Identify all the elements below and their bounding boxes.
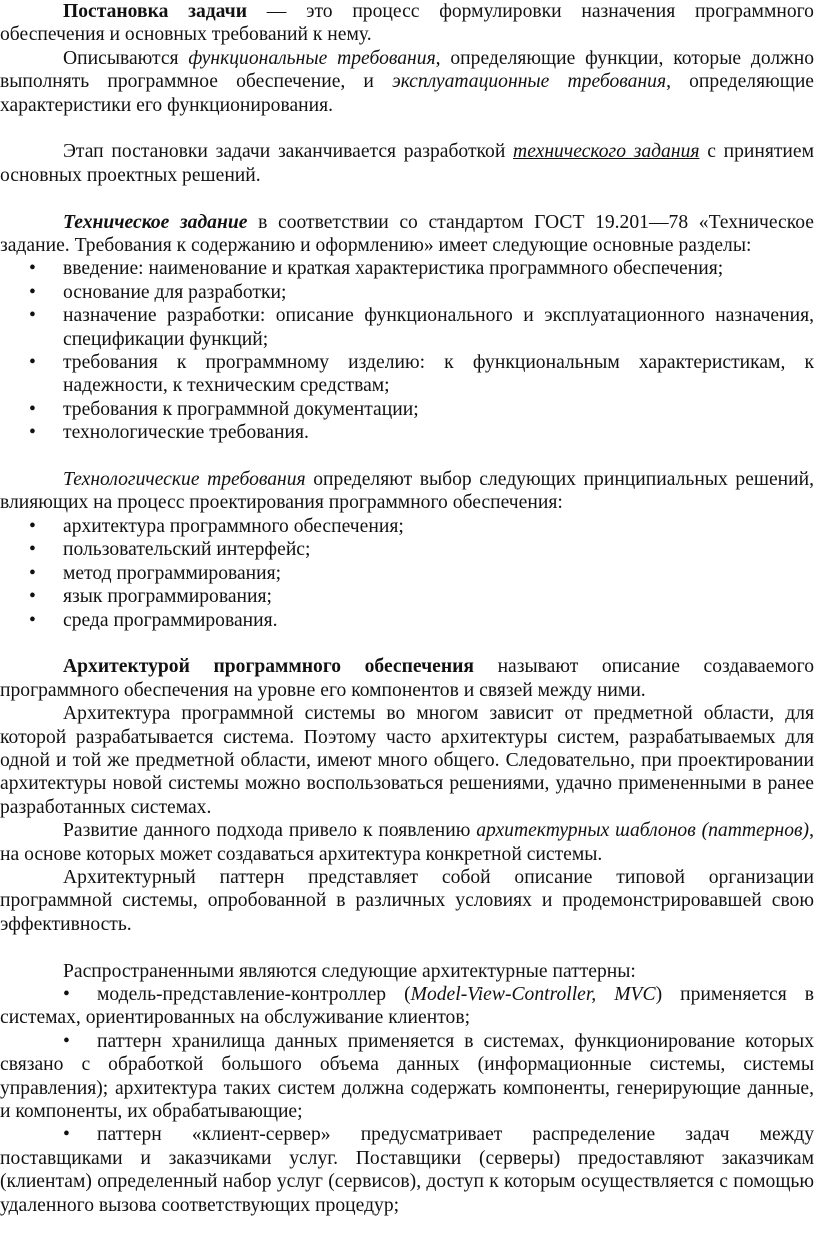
text: Развитие данного подхода привело к появлению [63,820,477,842]
bullet-icon: • [29,258,36,280]
list-item [29,585,814,608]
bullet-icon: • [63,1030,70,1052]
term-architectural-patterns: архитектурных шаблонов (паттернов) [476,820,810,842]
bullet-icon: • [29,352,36,374]
text: Этап постановки задачи заканчивается разработкой [63,141,514,163]
list-item-text: технологические требования. [63,422,309,444]
list-item-text: язык программирования; [63,586,272,608]
text: , на основе которых может создаваться архитектура конкретной системы. [0,820,814,865]
text: паттерн «клиент-сервер» предусматривает распределение задач между поставщиками и заказчиками услуг. Поставщики (серверы) предоставляют заказчикам (клиентам) определенный набор услуг (сервисов), доступ к которым осуществляется с помощью удаленного вызова соответствующих процедур; [0,1124,814,1216]
list-item [29,304,814,351]
list-item-text: основание для разработки; [63,281,287,303]
text: определяют выбор следующих принципиальных решений, влияющих на процесс проектирования программного обеспечения: [0,469,814,514]
term-functional-requirements: функциональные требования [188,47,436,69]
text: , определяющие функции, которые должно выполнять программное обеспечение, и [0,47,814,93]
spacer [0,632,814,655]
bullet-icon: • [63,1124,70,1146]
bullet-icon: • [63,983,70,1005]
paragraph-stage-end [0,140,814,187]
paragraph-requirements [0,47,814,117]
list-item-text: метод программирования; [63,562,282,584]
bullet-icon: • [29,281,36,303]
text: ) применяется в системах, ориентированных на обслуживание клиентов; [0,983,814,1029]
text: с принятием основных проектных решений. [0,141,815,186]
list-item-text: архитектура программного обеспечения; [63,515,404,537]
text: в соответствии со стандартом ГОСТ 19.201—78 «Техническое задание. Требования к содержанию и оформлению» имеет следующие основные разделы: [0,211,814,257]
bullet-icon: • [29,398,36,420]
bullet-icon: • [29,586,36,608]
paragraph-architecture-domain: Архитектура программной системы во многом зависит от предметной области, для которой разрабатывается система. Поэтому часто архитектуры систем, разрабатываемых для одной и той же предметной области, имеют много общего. Следовательно, при проектировании архитектуры новой системы можно воспользоваться решениями, удачно примененными в ранее разработанных системах. [0,703,814,818]
bullet-icon: • [29,562,36,584]
paragraph-technological-requirements [0,468,814,515]
list-item [29,538,814,561]
bullet-icon: • [29,539,36,561]
text: паттерн хранилища данных применяется в системах, функционирование которых связано с обработкой большого объема данных (информационные системы, системы управления); архитектура таких систем должна содержать компоненты, генерирующие данные, и компоненты, их обрабатывающие; [0,1030,814,1123]
spacer [0,936,814,959]
text: Описываются [63,47,189,69]
text: — это процесс формулировки назначения программного обеспечения и основных требований к нему. [0,1,814,46]
term-operational-requirements: эксплуатационные требования [392,71,667,93]
bullet-icon: • [29,422,36,444]
list-item-text: пользовательский интерфейс; [63,539,311,561]
text: , определяющие характеристики его функционирования. [0,71,815,116]
list-item [29,515,814,538]
paragraph-patterns-intro [0,819,814,866]
list-item-text: требования к программному изделию: к функциональным характеристикам, к надежности, к техническим средствам; [63,352,814,397]
spacer [0,117,814,140]
list-item-mvc [0,983,814,1030]
paragraph-technical-specification [0,211,814,258]
list-item-text: требования к программной документации; [63,398,419,420]
list-design-decisions [0,515,814,632]
term-software-architecture: Архитектурой программного обеспечения [63,656,474,678]
term-technological-requirements: Технологические требования [63,469,306,491]
list-item [29,421,814,444]
paragraph-architecture-definition [0,655,814,702]
bullet-icon: • [29,515,36,537]
spacer [0,187,814,210]
term-technical-specification: Техническое задание [63,211,248,233]
text: называют описание создаваемого программного обеспечения на уровне его компонентов и связей между ними. [0,656,814,701]
paragraph-common-patterns: Распространенными являются следующие архитектурные паттерны: [63,960,636,982]
list-item [29,609,814,632]
paragraph-problem-statement [0,0,814,47]
list-item [29,257,814,280]
bullet-icon: • [29,305,36,327]
spacer [0,445,814,468]
list-item-text: среда программирования. [63,609,278,631]
term-technical-specification-link: технического задания [513,141,700,163]
list-item [29,398,814,421]
list-spec-sections [0,257,814,444]
list-item [29,351,814,398]
text: модель-представление-контроллер ( [97,983,411,1005]
list-item [29,562,814,585]
list-item-text: назначение разработки: описание функционального и эксплуатационного назначения, спецификации функций; [63,305,814,350]
list-item-data-repository [0,1030,814,1124]
list-item [29,281,814,304]
term-problem-statement: Постановка задачи [63,1,248,22]
paragraph-pattern-definition: Архитектурный паттерн представляет собой описание типовой организации программной системы, опробованной в различных условиях и продемонстрировавшей свою эффективность. [0,866,814,935]
bullet-icon: • [29,609,36,631]
list-item-client-server [0,1123,814,1217]
term-mvc: Model-View-Controller, MVC [410,983,656,1005]
list-item-text: введение: наименование и краткая характеристика программного обеспечения; [63,258,724,280]
